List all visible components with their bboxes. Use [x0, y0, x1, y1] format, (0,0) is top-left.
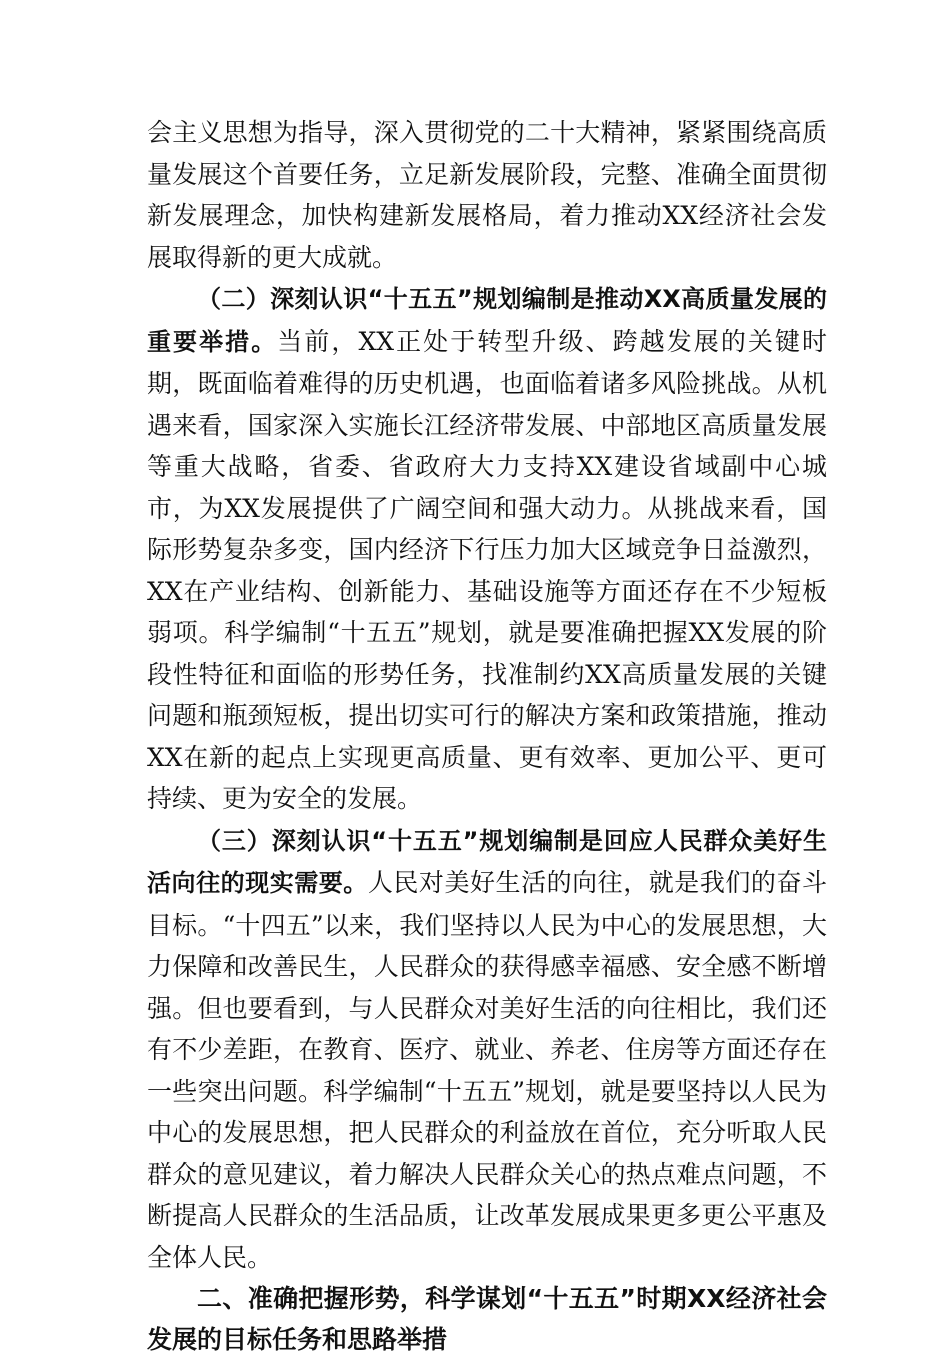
- paragraph-lead-sentence: （二）深刻认识“十五五”规划编制是推动XX高质量发展的重要举措。: [147, 285, 827, 356]
- paragraph-text: 人民对美好生活的向往，就是我们的奋斗目标。“十四五”以来，我们坚持以人民为中心的发展思想，大力保障和改善民生，人民群众的获得感幸福感、安全感不断增强。但也要看到，与人民群众对美好生活的向往相比，我们还有不少差距，在教育、医疗、就业、养老、住房等方面还存在一些突出问题。科学编制“十五五”规划，就是要坚持以人民为中心的发展思想，把人民群众的利益放在首位，充分听取人民群众的意见建议，着力解决人民群众关心的热点难点问题，不断提高人民群众的生活品质，让改革发展成果更多更公平惠及全体人民。: [147, 868, 827, 1272]
- paragraph-text: 当前，XX正处于转型升级、跨越发展的关键时期，既面临着难得的历史机遇，也面临着诸多风险挑战。从机遇来看，国家深入实施长江经济带发展、中部地区高质量发展等重大战略，省委、省政府大力支持XX建设省域副中心城市，为XX发展提供了广阔空间和强大动力。从挑战来看，国际形势复杂多变，国内经济下行压力加大区域竞争日益激烈，XX在产业结构、创新能力、基础设施等方面还存在不少短板弱项。科学编制“十五五”规划，就是要准确把握XX发展的阶段性特征和面临的形势任务，找准制约XX高质量发展的关键问题和瓶颈短板，提出切实可行的解决方案和政策措施，推动XX在新的起点上实现更高质量、更有效率、更加公平、更可持续、更为安全的发展。: [147, 326, 827, 813]
- section-heading: 二、准确把握形势，科学谋划“十五五”时期XX经济社会发展的目标任务和思路举措: [147, 1284, 827, 1354]
- paragraph-section-3: [147, 820, 827, 1279]
- document-body: [147, 112, 827, 1360]
- paragraph-text: 会主义思想为指导，深入贯彻党的二十大精神，紧紧围绕高质量发展这个首要任务，立足新发展阶段，完整、准确全面贯彻新发展理念，加快构建新发展格局，着力推动XX经济社会发展取得新的更大成就。: [147, 118, 827, 272]
- paragraph-lead-sentence: （三）深刻认识“十五五”规划编制是回应人民群众美好生活向往的现实需要。: [147, 826, 827, 897]
- paragraph-continuation: [147, 112, 827, 278]
- paragraph-section-2: [147, 278, 827, 820]
